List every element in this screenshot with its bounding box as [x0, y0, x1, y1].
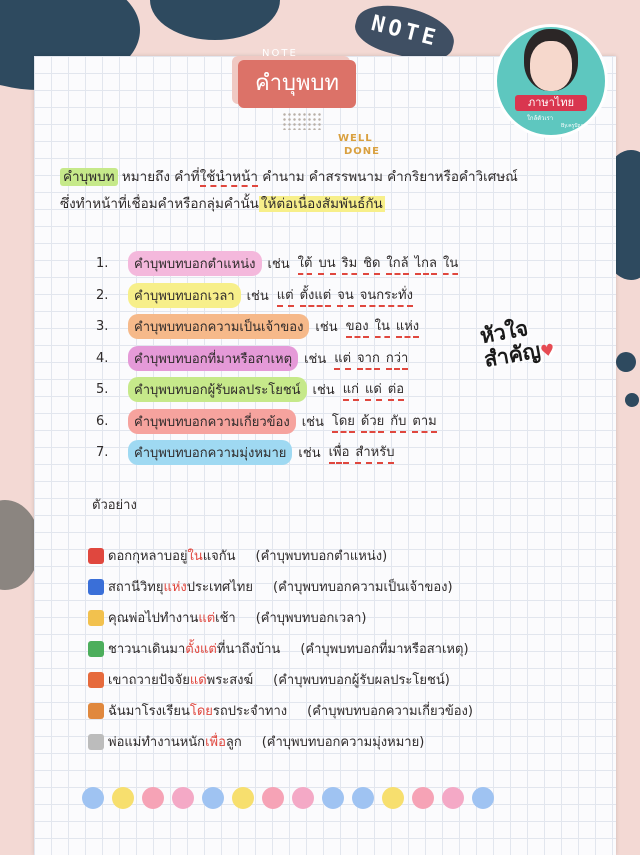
example-word: แต่ [334, 347, 351, 370]
well-done-stamp: WELL DONE [338, 133, 381, 157]
logo-handle: By.ครูปัญา [561, 123, 585, 129]
type-label: คำบุพบทบอกผู้รับผลประโยชน์ [128, 377, 307, 402]
type-label: คำบุพบทบอกตำแหน่ง [128, 251, 262, 276]
defined-term: คำบุพบท [60, 168, 118, 186]
example-word: กับ [390, 410, 406, 433]
color-dot [412, 787, 434, 809]
example-word: แต่ [277, 284, 294, 307]
example-word: โดย [332, 410, 355, 433]
bookmark-icon [88, 672, 104, 688]
example-word: ตาม [412, 410, 436, 433]
notepad-icon [88, 734, 104, 750]
bubble-decoration [625, 393, 639, 407]
example-word: ริม [342, 252, 358, 275]
list-item: เขาถวายปัจจัย แด่ พระสงฆ์ (คำบุพบทบอกผู้รับผลประโยชน์) [88, 664, 608, 695]
list-item: คุณพ่อไปทำงาน แต่ เช้า (คำบุพบทบอกเวลา) [88, 602, 608, 633]
example-word: ของ [346, 315, 369, 338]
apple-icon [88, 548, 104, 564]
example-note: (คำบุพบทบอกความมุ่งหมาย) [261, 735, 425, 750]
type-label: คำบุพบทบอกความเป็นเจ้าของ [128, 314, 309, 339]
list-item: ดอกกุหลาบอยู่ ใน แจกัน (คำบุพบทบอกตำแหน่ง) [88, 540, 608, 571]
note-label: NOTE [262, 48, 298, 59]
whale-decoration-top [150, 0, 280, 40]
dot-pattern-decoration [282, 112, 322, 130]
example-note: (คำบุพบทบอกตำแหน่ง) [255, 549, 388, 564]
list-item: 3. คำบุพบทบอกความเป็นเจ้าของ เช่น ของ ใน แห่ง [96, 311, 576, 343]
type-label: คำบุพบทบอกความมุ่งหมาย [128, 440, 292, 465]
list-item: 2. คำบุพบทบอกเวลา เช่น แต่ ตั้งแต่ จน จนกระทั่ง [96, 280, 576, 312]
color-dot [202, 787, 224, 809]
color-dot [472, 787, 494, 809]
example-word: ไกล [415, 252, 437, 275]
highlighted-preposition: แต่ [198, 611, 216, 626]
example-word: เพื่อ [329, 441, 350, 464]
avatar-logo [494, 24, 608, 138]
example-note: (คำบุพบทบอกที่มาหรือสาเหตุ) [300, 642, 469, 657]
color-dot [292, 787, 314, 809]
type-label: คำบุพบทบอกเวลา [128, 283, 241, 308]
highlighted-preposition: ตั้งแต่ [185, 642, 217, 657]
color-dot [232, 787, 254, 809]
logo-label: ภาษาไทย [515, 95, 587, 111]
highlighted-preposition: โดย [189, 704, 213, 719]
example-word: ใน [443, 252, 458, 275]
highlighted-preposition: ใน [187, 549, 203, 564]
color-dot [112, 787, 134, 809]
example-note: (คำบุพบทบอกเวลา) [255, 611, 367, 626]
definition-paragraph: คำบุพบท หมายถึง คำที่ใช้นำหน้า คำนาม คำสรรพนาม คำกริยาหรือคำวิเศษณ์ ซึ่งทำหน้าที่เชื่อมคำหรือกลุ่มคำนั้น ให้ต่อเนื่องสัมพันธ์กัน [60, 169, 518, 212]
pen-icon [88, 579, 104, 595]
example-word: ด้วย [361, 410, 384, 433]
list-item: สถานีวิทยุ แห่ง ประเทศไทย (คำบุพบทบอกความเป็นเจ้าของ) [88, 571, 608, 602]
list-item: พ่อแม่ทำงานหนัก เพื่อ ลูก (คำบุพบทบอกความมุ่งหมาย) [88, 726, 608, 757]
example-note: (คำบุพบทบอกผู้รับผลประโยชน์) [273, 673, 450, 688]
color-dot [82, 787, 104, 809]
note-banner: NOTE [351, 0, 460, 67]
color-dot [382, 787, 404, 809]
example-word: ใน [375, 315, 390, 338]
logo-subtitle: ใกล้ตัวเรา [527, 115, 554, 122]
ball-icon [88, 703, 104, 719]
list-item: 6. คำบุพบทบอกความเกี่ยวข้อง เช่น โดย ด้วย กับ ตาม [96, 406, 576, 438]
list-item: 1. คำบุพบทบอกตำแหน่ง เช่น ใต้ บน ริม ชิด ใกล้ ไกล ใน [96, 248, 576, 280]
example-word: ใกล้ [386, 252, 408, 275]
example-word: แก่ [343, 378, 359, 401]
example-word: ต่อ [388, 378, 404, 401]
girl-avatar-icon [530, 41, 572, 91]
type-label: คำบุพบทบอกที่มาหรือสาเหตุ [128, 346, 298, 371]
example-word: จาก [357, 347, 380, 370]
example-word: แด่ [365, 378, 382, 401]
example-note: (คำบุพบทบอกความเป็นเจ้าของ) [273, 580, 453, 595]
color-dot [262, 787, 284, 809]
examples-heading: ตัวอย่าง [92, 498, 137, 513]
highlighted-preposition: เพื่อ [205, 735, 226, 750]
bubble-decoration [616, 352, 636, 372]
example-note: (คำบุพบทบอกความเกี่ยวข้อง) [307, 704, 473, 719]
color-dot [322, 787, 344, 809]
type-label: คำบุพบทบอกความเกี่ยวข้อง [128, 409, 296, 434]
color-dot [442, 787, 464, 809]
examples-list [88, 540, 608, 757]
example-word: จนกระทั่ง [360, 284, 413, 307]
page-title: คำบุพบท [238, 60, 356, 108]
example-word: บน [318, 252, 335, 275]
list-item: ฉันมาโรงเรียน โดย รถประจำทาง (คำบุพบทบอกความเกี่ยวข้อง) [88, 695, 608, 726]
book-icon [88, 641, 104, 657]
highlighted-preposition: แด่ [189, 673, 207, 688]
example-word: จน [337, 284, 354, 307]
example-word: สำหรับ [355, 441, 394, 464]
list-item: ชาวนาเดินมา ตั้งแต่ ที่นาถึงบ้าน (คำบุพบทบอกที่มาหรือสาเหตุ) [88, 633, 608, 664]
example-word: ใต้ [298, 252, 313, 275]
list-item: 7. คำบุพบทบอกความมุ่งหมาย เช่น เพื่อ สำหรับ [96, 437, 576, 469]
highlighted-preposition: แห่ง [163, 580, 187, 595]
color-dot [352, 787, 374, 809]
note-icon [88, 610, 104, 626]
list-item: 5. คำบุพบทบอกผู้รับผลประโยชน์ เช่น แก่ แด่ ต่อ [96, 374, 576, 406]
example-word: กว่า [386, 347, 408, 370]
color-dot [172, 787, 194, 809]
color-dots-decoration [82, 787, 494, 809]
example-word: ตั้งแต่ [300, 284, 332, 307]
heart-icon: ♥ [538, 339, 557, 362]
color-dot [142, 787, 164, 809]
example-word: แห่ง [396, 315, 419, 338]
example-word: ชิด [363, 252, 380, 275]
list-item: 4. คำบุพบทบอกที่มาหรือสาเหตุ เช่น แต่ จาก กว่า [96, 343, 576, 375]
important-sticker: หัวใจ สำคัญ♥ [478, 316, 557, 372]
